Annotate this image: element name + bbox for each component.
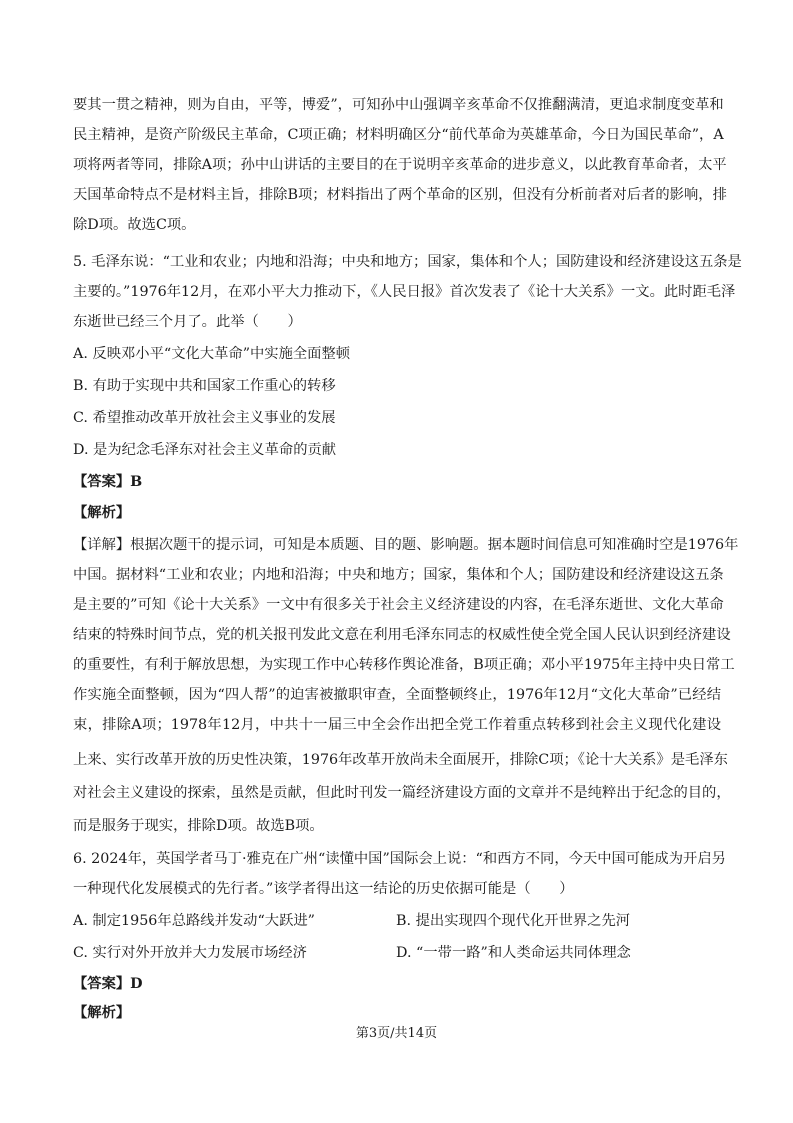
- question-6-stem: 一种现代化发展模式的先行者。”该学者得出这一结论的历史依据可能是（ ）: [73, 881, 574, 897]
- question-5-option-c: C. 希望推动改革开放社会主义事业的发展: [73, 410, 336, 426]
- question-5-stem: 东逝世已经三个月了。此举（ ）: [73, 314, 302, 330]
- explanation-line: 【详解】根据次题干的提示词，可知是本质题、目的题、影响题。据本题时间信息可知准确时空是1976年: [73, 537, 739, 553]
- question-6-stem: 6. 2024年，英国学者马丁·雅克在广州“读懂中国”国际会上说：“和西方不同，今天中国可能成为开启另: [73, 851, 726, 867]
- explanation-line: 束，排除A项；1978年12月，中共十一届三中全会作出把全党工作着重点转移到社会主义现代化建设: [73, 717, 721, 733]
- explanation-line: 的重要性，有利于解放思想，为实现工作中心转移作舆论准备，B项正确；邓小平1975年主持中央日常工: [73, 657, 735, 673]
- analysis-label: 【解析】: [73, 1005, 131, 1021]
- answer-label: 【答案】B: [73, 474, 143, 490]
- question-6-option-a: A. 制定1956年总路线并发动“大跃进”: [73, 913, 315, 929]
- question-5-stem: 主要的。”1976年12月，在邓小平大力推动下，《人民日报》首次发表了《论十大关系》一文。此时距毛泽: [73, 284, 736, 300]
- explanation-line: 作实施全面整顿，因为“四人帮”的迫害被撤职审查，全面整顿终止，1976年12月“文化大革命”已经结: [73, 687, 721, 703]
- question-6-option-b: B. 提出实现四个现代化开世界之先河: [396, 913, 631, 929]
- text-line: 除D项。故选C项。: [73, 217, 196, 233]
- question-6-option-d: D. “一带一路”和人类命运共同体理念: [396, 945, 631, 961]
- text-line: 要其一贯之精神，则为自由，平等，博爱”，可知孙中山强调辛亥革命不仅推翻满清，更追求制度变革和: [73, 97, 724, 113]
- text-line: 民主精神，是资产阶级民主革命，C项正确；材料明确区分“前代革命为英雄革命，今日为国民革命”，A: [73, 127, 724, 143]
- analysis-label: 【解析】: [73, 505, 131, 521]
- explanation-line: 结束的特殊时间节点，党的机关报刊发此文意在利用毛泽东同志的权威性使全党全国人民认识到经济建设: [73, 627, 731, 643]
- explanation-line: 中国。据材料“工业和农业；内地和沿海；中央和地方；国家，集体和个人；国防建设和经济建设这五条: [73, 567, 724, 583]
- answer-label: 【答案】D: [73, 976, 143, 992]
- explanation-line: 对社会主义建设的探索，虽然是贡献，但此时刊发一篇经济建设方面的文章并不是纯粹出于纪念的目的，: [73, 785, 731, 801]
- question-5-option-a: A. 反映邓小平“文化大革命”中实施全面整顿: [73, 346, 351, 362]
- question-5-stem: 5. 毛泽东说：“工业和农业；内地和沿海；中央和地方；国家，集体和个人；国防建设和经济建设这五条是: [73, 254, 742, 270]
- page-footer: 第3页/共14页: [355, 1026, 438, 1041]
- explanation-line: 是主要的”可知《论十大关系》一文中有很多关于社会主义经济建设的内容，在毛泽东逝世、文化大革命: [73, 597, 724, 613]
- question-6-option-c: C. 实行对外开放并大力发展市场经济: [73, 945, 307, 961]
- text-line: 天国革命特点不是材料主旨，排除B项；材料指出了两个革命的区别，但没有分析前者对后者的影响，排: [73, 187, 727, 203]
- text-line: 项将两者等同，排除A项；孙中山讲话的主要目的在于说明辛亥革命的进步意义，以此教育革命者，太平: [73, 157, 727, 173]
- question-5-option-b: B. 有助于实现中共和国家工作重心的转移: [73, 378, 336, 394]
- explanation-line: 而是服务于现实，排除D项。故选B项。: [73, 818, 324, 834]
- explanation-line: 上来、实行改革开放的历史性决策，1976年改革开放尚未全面展开，排除C项；《论十大关系》是毛泽东: [73, 752, 728, 768]
- question-5-option-d: D. 是为纪念毛泽东对社会主义革命的贡献: [73, 442, 337, 458]
